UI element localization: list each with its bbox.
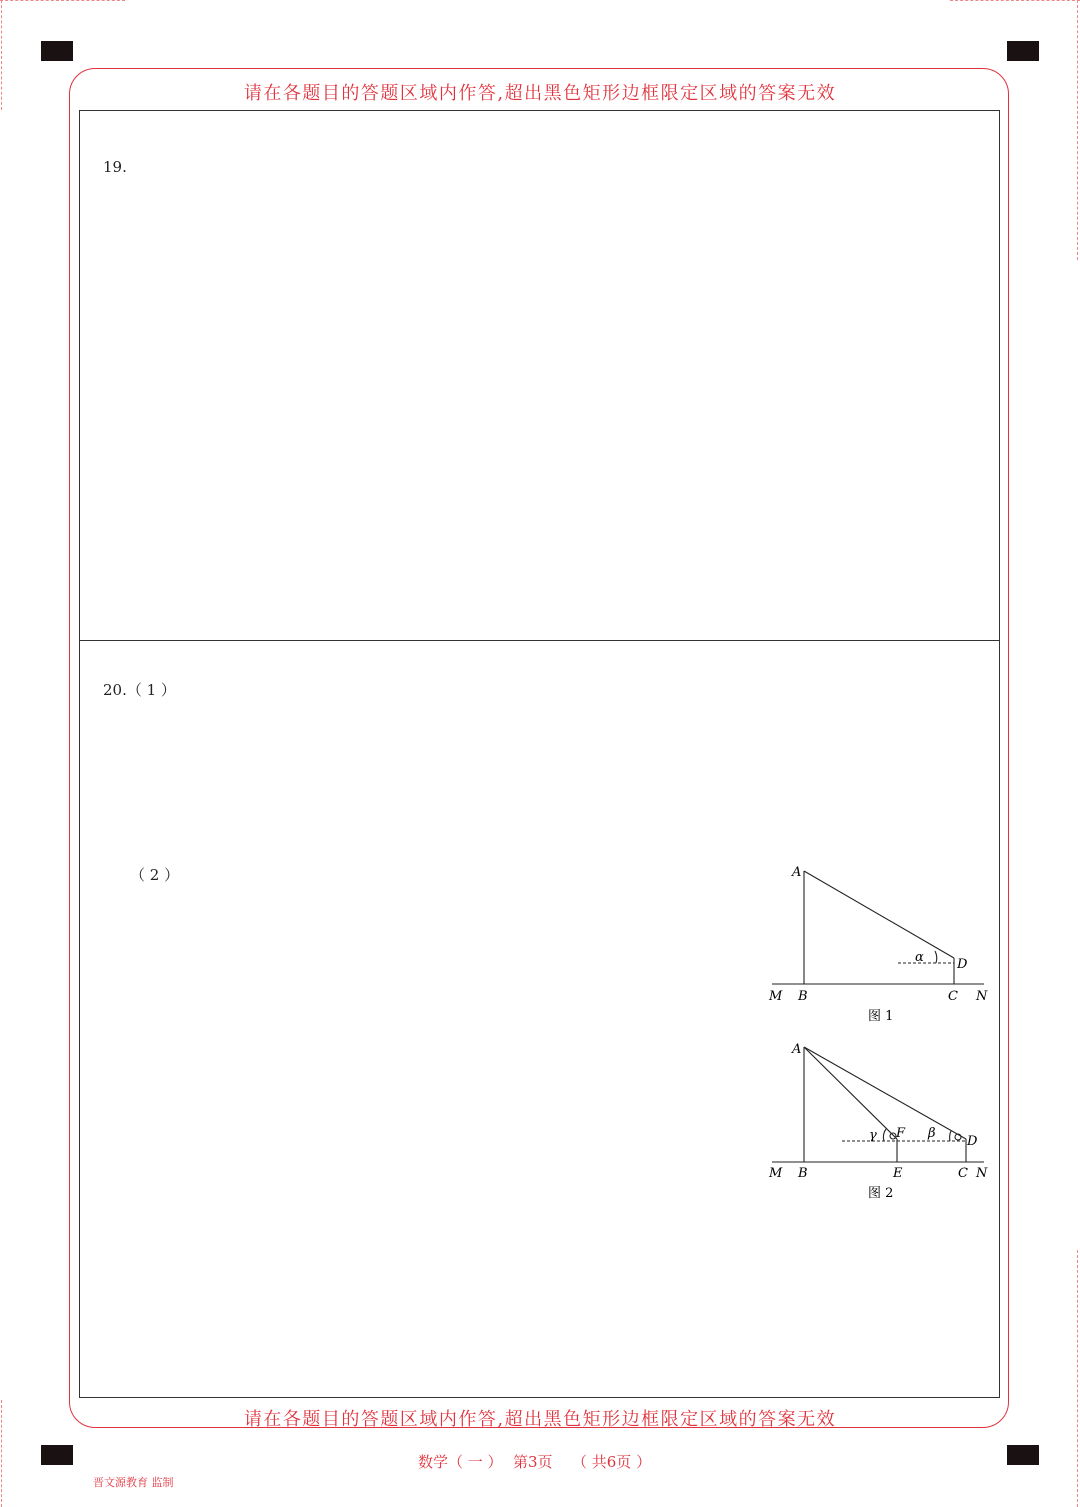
fig2-label-n: N [976, 1166, 988, 1181]
footer-page-number: 第3页 [513, 1453, 553, 1471]
question-divider [79, 640, 1000, 641]
fig2-label-b: B [798, 1166, 808, 1181]
question-20-part1-label: 20.（ 1 ） [103, 681, 176, 699]
fig2-segment-af [804, 1047, 897, 1139]
top-left-dash [0, 0, 125, 1]
marker-top-right [1007, 41, 1039, 61]
fig2-label-gamma: γ [869, 1128, 877, 1143]
fig2-label-m: M [769, 1166, 783, 1181]
fig2-label-beta: β [928, 1126, 936, 1141]
fig2-label-d: D [967, 1134, 978, 1149]
right-edge-dash-bottom [1077, 1250, 1078, 1507]
fig1-segment-ad [804, 871, 954, 958]
fig2-label-e: E [893, 1166, 903, 1181]
fig1-label-m: M [769, 989, 783, 1004]
fig2-label-a: A [792, 1042, 802, 1057]
fig1-label-b: B [798, 989, 808, 1004]
footer-total-pages: （ 共6页 ） [572, 1453, 652, 1471]
notice-top: 请在各题目的答题区域内作答,超出黑色矩形边框限定区域的答案无效 [243, 83, 837, 104]
fig1-label-d: D [957, 957, 968, 972]
notice-bottom: 请在各题目的答题区域内作答,超出黑色矩形边框限定区域的答案无效 [243, 1409, 837, 1430]
top-right-dash [950, 0, 1080, 1]
footer-subject: 数学（ 一 ） [418, 1453, 503, 1471]
fig1-caption: 图 1 [868, 1009, 894, 1024]
figure-1 [760, 855, 1000, 1035]
fig1-label-c: C [948, 989, 958, 1004]
fig2-label-c: C [958, 1166, 968, 1181]
fig1-label-alpha: α [915, 950, 924, 965]
marker-top-left [41, 41, 73, 61]
fig1-angle-arc [935, 951, 937, 963]
fig2-caption: 图 2 [868, 1186, 894, 1201]
fig2-segment-ad [804, 1047, 966, 1139]
fig1-label-a: A [792, 865, 802, 880]
question-20-part2-label: （ 2 ） [130, 866, 180, 884]
fig2-label-f: F [896, 1126, 906, 1141]
figure-2 [760, 1035, 1000, 1205]
right-edge-dash [1077, 0, 1078, 260]
fig1-label-n: N [976, 989, 988, 1004]
question-19-label: 19. [103, 158, 127, 176]
fig2-angle-beta-arc [950, 1131, 951, 1141]
fig2-angle-gamma-arc [883, 1129, 886, 1141]
marker-bottom-right [1007, 1445, 1039, 1465]
supervisor-credit: 晋文源教育 监制 [93, 1476, 174, 1489]
marker-bottom-left [41, 1445, 73, 1465]
